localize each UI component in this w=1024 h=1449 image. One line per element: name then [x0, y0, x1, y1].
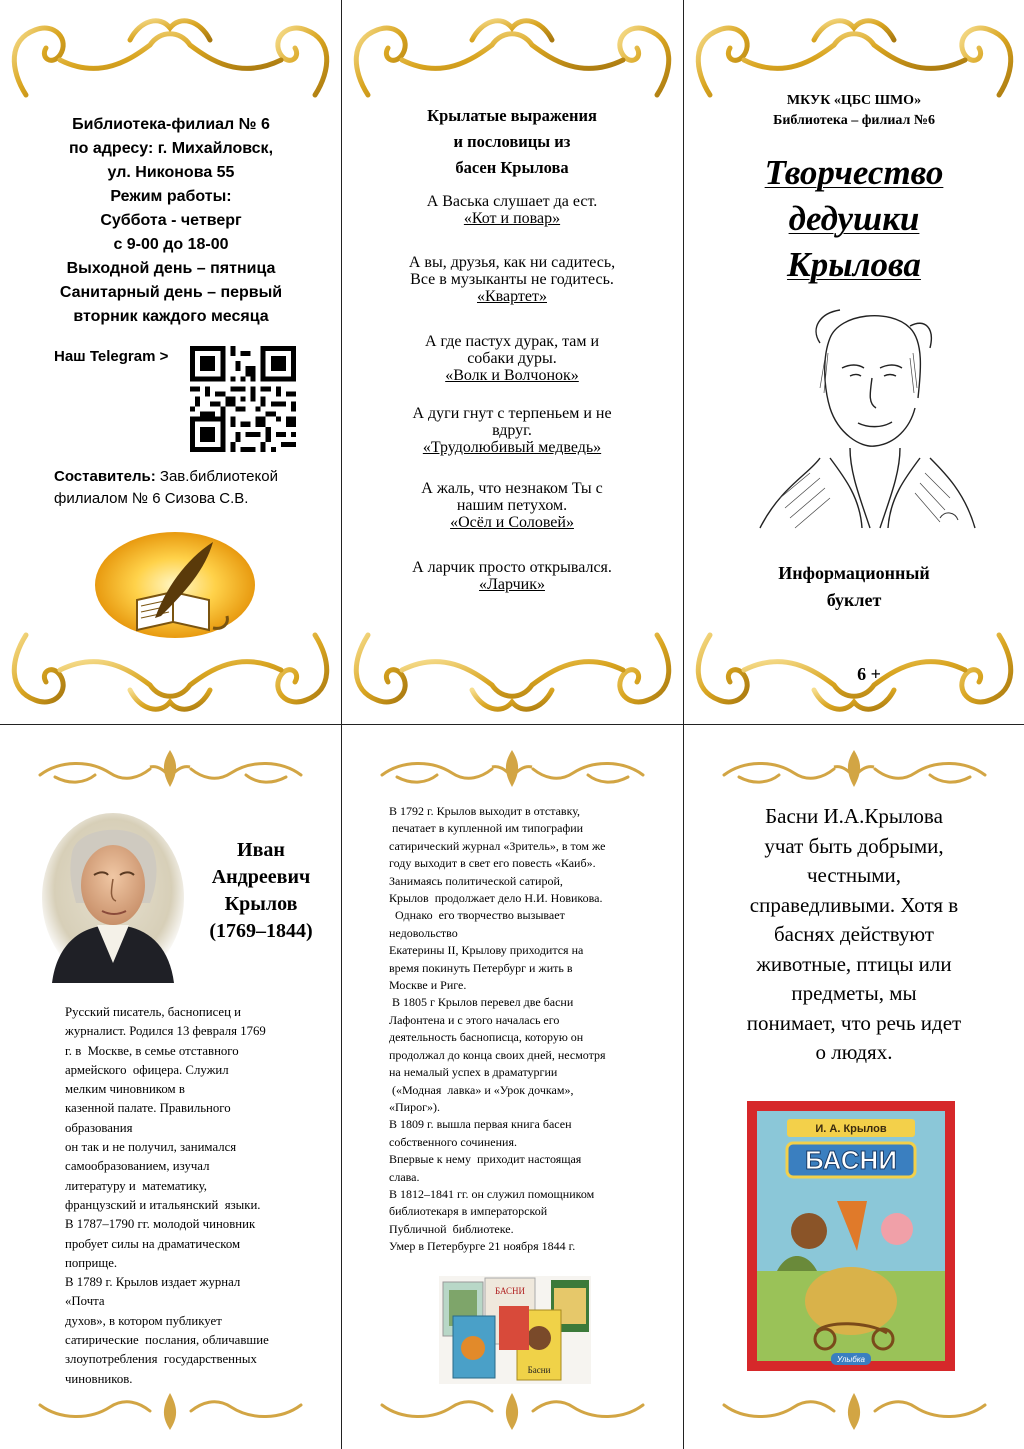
- biography-line: деятельность баснописца, которую он: [389, 1030, 584, 1045]
- quote-text: А дуги гнут с терпеньем и не вдруг.: [412, 405, 612, 439]
- org-name: МКУК «ЦБС ШМО»: [786, 93, 922, 108]
- panel-quotes: [342, 0, 683, 724]
- fable-books-photo: [439, 1276, 591, 1384]
- biography-line: поприще.: [65, 1255, 118, 1270]
- cover-author: И. А. Крылов: [815, 1123, 887, 1135]
- biography-line: казенной палате. Правильного: [65, 1101, 231, 1116]
- compiler-label: Составитель:: [54, 468, 156, 485]
- gold-divider-ornament: [684, 745, 1024, 795]
- biography-line: на немалый успех в драматургии: [389, 1065, 558, 1080]
- biography-line: собственного сочинения.: [389, 1134, 517, 1149]
- compiler-text: Зав.библиотекой: [155, 468, 278, 485]
- biography-line: мелким чиновником в: [65, 1082, 185, 1097]
- quote-item: [382, 254, 642, 305]
- biography-line: Публичной библиотеке.: [389, 1221, 514, 1236]
- quote-item: [382, 480, 642, 531]
- address-line: ул. Никонова 55: [107, 164, 235, 181]
- biography-line: В 1812–1841 гг. он служил помощником: [389, 1186, 595, 1201]
- biography-line: Лафонтена и с этого началась его: [389, 1012, 560, 1027]
- address-line: Библиотека-филиал № 6: [72, 116, 270, 133]
- address-line: с 9-00 до 18-00: [113, 236, 229, 253]
- biography-line: недовольство: [389, 925, 458, 940]
- fables-book-cover: [747, 1101, 955, 1371]
- cover-title: БАСНИ: [804, 1145, 898, 1175]
- person-name-line: Андреевич: [211, 866, 311, 888]
- biography-line: Москве и Риге.: [389, 978, 467, 993]
- booklet-title-line: дедушки: [788, 199, 920, 238]
- biography-text-2: [389, 803, 674, 1256]
- biography-line: время покинуть Петербург и жить в: [389, 960, 573, 975]
- booklet-title: [724, 150, 984, 288]
- quote-item: [382, 405, 642, 456]
- quote-item: [382, 559, 642, 593]
- quote-source: «Осёл и Соловей»: [450, 514, 574, 531]
- biography-line: печатает в купленной им типографии: [389, 821, 584, 836]
- biography-line: «Пирог»).: [389, 1099, 441, 1114]
- biography-line: В 1809 г. вышла первая книга басен: [389, 1117, 572, 1132]
- message-line: баснях действуют: [773, 922, 934, 946]
- quote-source: «Кот и повар»: [463, 210, 561, 227]
- quote-item: [382, 333, 642, 384]
- biography-line: духов», в котором публикует: [65, 1313, 222, 1328]
- biography-line: В 1805 г Крылов перевел две басни: [389, 995, 574, 1010]
- book-quill-logo-icon: [95, 530, 255, 640]
- booklet-subtitle-line: буклет: [826, 590, 882, 610]
- biography-line: он так и не получил, занимался: [65, 1140, 237, 1155]
- address-line: вторник каждого месяца: [73, 308, 269, 325]
- quotes-title-line: Крылатые выражения: [427, 106, 597, 125]
- quote-source: «Квартет»: [477, 288, 547, 305]
- biography-line: чиновников.: [65, 1371, 133, 1386]
- age-rating-badge: 6 +: [857, 664, 881, 684]
- biography-line: самообразованием, изучал: [65, 1159, 210, 1174]
- biography-line: В 1789 г. Крылов издает журнал: [65, 1275, 241, 1290]
- person-name-line: Иван: [237, 839, 285, 861]
- address-line: по адресу: г. Михайловск,: [68, 140, 274, 157]
- biography-line: Екатерины II, Крылову приходится на: [389, 943, 584, 958]
- panel-biography-1: [0, 725, 341, 1449]
- biography-line: «Почта: [65, 1294, 105, 1309]
- biography-line: Русский писатель, баснописец и: [65, 1005, 241, 1019]
- booklet-subtitle: [724, 560, 984, 614]
- quote-item: [382, 193, 642, 227]
- message-line: о людях.: [815, 1040, 893, 1064]
- biography-line: сатирический журнал «Зритель», в том же: [389, 838, 606, 853]
- biography-line: армейского офицера. Служил: [65, 1062, 229, 1077]
- gold-divider-ornament: [342, 1385, 683, 1435]
- message-line: Басни И.А.Крылова: [765, 804, 943, 828]
- org-header: [724, 91, 984, 131]
- quote-source: «Волк и Волчонок»: [445, 367, 579, 384]
- quotes-title-line: и пословицы из: [453, 132, 571, 151]
- gold-divider-ornament: [684, 1385, 1024, 1435]
- quote-source: «Трудолюбивый медведь»: [422, 439, 602, 456]
- quote-text: А ларчик просто открывался.: [412, 559, 612, 576]
- telegram-label: Наш Telegram >: [54, 348, 169, 365]
- quote-text: А вы, друзья, как ни садитесь, Все в музыканты не годитесь.: [408, 254, 616, 288]
- biography-line: библиотекаря в императорской: [389, 1204, 548, 1219]
- biography-line: литературу и математику,: [65, 1178, 207, 1193]
- biography-line: г. в Москве, в семье отставного: [65, 1043, 239, 1058]
- books-label: Басни: [527, 1365, 551, 1375]
- books-label: БАСНИ: [494, 1286, 526, 1296]
- booklet-title-line: Крылова: [787, 245, 921, 284]
- booklet-title-line: Творчество: [764, 153, 944, 192]
- biography-line: году выходит в свет его повесть «Каиб».: [389, 856, 596, 871]
- branch-name: Библиотека – филиал №6: [773, 113, 935, 128]
- krylov-painted-portrait: [42, 813, 184, 983]
- person-name-line: Крылов: [224, 893, 298, 915]
- biography-line: сатирические послания, обличавшие: [65, 1333, 269, 1348]
- person-name: [186, 837, 336, 945]
- panel-contacts: [0, 0, 341, 724]
- message-line: справедливыми. Хотя в: [749, 892, 959, 917]
- biography-line: пробует силы на драматическом: [65, 1236, 241, 1251]
- compiler-block: [54, 466, 314, 510]
- biography-line: Занимаясь политической сатирой,: [389, 873, 563, 888]
- biography-text-1: [65, 1003, 325, 1389]
- gold-divider-ornament: [342, 745, 683, 795]
- booklet-subtitle-line: Информационный: [778, 563, 930, 583]
- fables-message-text: [704, 802, 1004, 1068]
- biography-line: продолжал до конца своих дней, несмотря: [389, 1047, 606, 1062]
- quote-text: А жаль, что незнаком Ты с нашим петухом.: [421, 480, 603, 514]
- message-line: честными,: [806, 863, 902, 887]
- cover-publisher: Улыбка: [837, 1355, 865, 1364]
- biography-line: образования: [65, 1120, 133, 1135]
- address-block: [40, 113, 302, 329]
- gold-divider-ornament: [0, 1385, 341, 1435]
- biography-line: слава.: [389, 1169, 420, 1184]
- person-name-line: (1769–1844): [209, 920, 313, 942]
- biography-line: В 1787–1790 гг. молодой чиновник: [65, 1217, 256, 1232]
- biography-line: Крылов продолжает дело Н.И. Новикова.: [389, 891, 603, 906]
- address-line: Режим работы:: [110, 188, 232, 205]
- biography-line: французский и итальянский языки.: [65, 1197, 261, 1212]
- krylov-engraving-portrait: [750, 298, 980, 534]
- biography-line: («Модная лавка» и «Урок дочкам»,: [389, 1082, 574, 1097]
- panel-fables-message: [684, 725, 1024, 1449]
- quote-text: А где пастух дурак, там и собаки дуры.: [424, 333, 600, 367]
- quote-text: А Васька слушает да ест.: [426, 193, 598, 210]
- compiler-text: филиалом № 6 Сизова С.В.: [54, 490, 249, 507]
- message-line: предметы, мы: [791, 981, 917, 1005]
- message-line: животные, птицы или: [756, 951, 952, 976]
- biography-line: злоупотребления государственных: [65, 1352, 257, 1367]
- biography-line: Однако его творчество вызывает: [389, 908, 565, 923]
- address-line: Санитарный день – первый: [59, 284, 283, 301]
- quotes-title-line: басен Крылова: [455, 158, 569, 177]
- address-line: Выходной день – пятница: [66, 260, 276, 277]
- message-line: понимает, что речь идет: [746, 1010, 962, 1035]
- qr-code-icon[interactable]: [190, 346, 296, 452]
- biography-line: журналист. Родился 13 февраля 1769: [65, 1024, 266, 1039]
- message-line: учат быть добрыми,: [764, 833, 944, 858]
- quotes-title: [382, 103, 642, 181]
- gold-divider-ornament: [0, 745, 341, 795]
- panel-biography-2: [342, 725, 683, 1449]
- quote-source: «Ларчик»: [479, 576, 545, 593]
- address-line: Суббота - четверг: [100, 212, 242, 229]
- biography-line: Впервые к нему приходит настоящая: [389, 1152, 582, 1167]
- panel-cover: [684, 0, 1024, 724]
- biography-line: В 1792 г. Крылов выходит в отставку,: [389, 804, 581, 818]
- biography-line: Умер в Петербурге 21 ноября 1844 г.: [389, 1239, 576, 1254]
